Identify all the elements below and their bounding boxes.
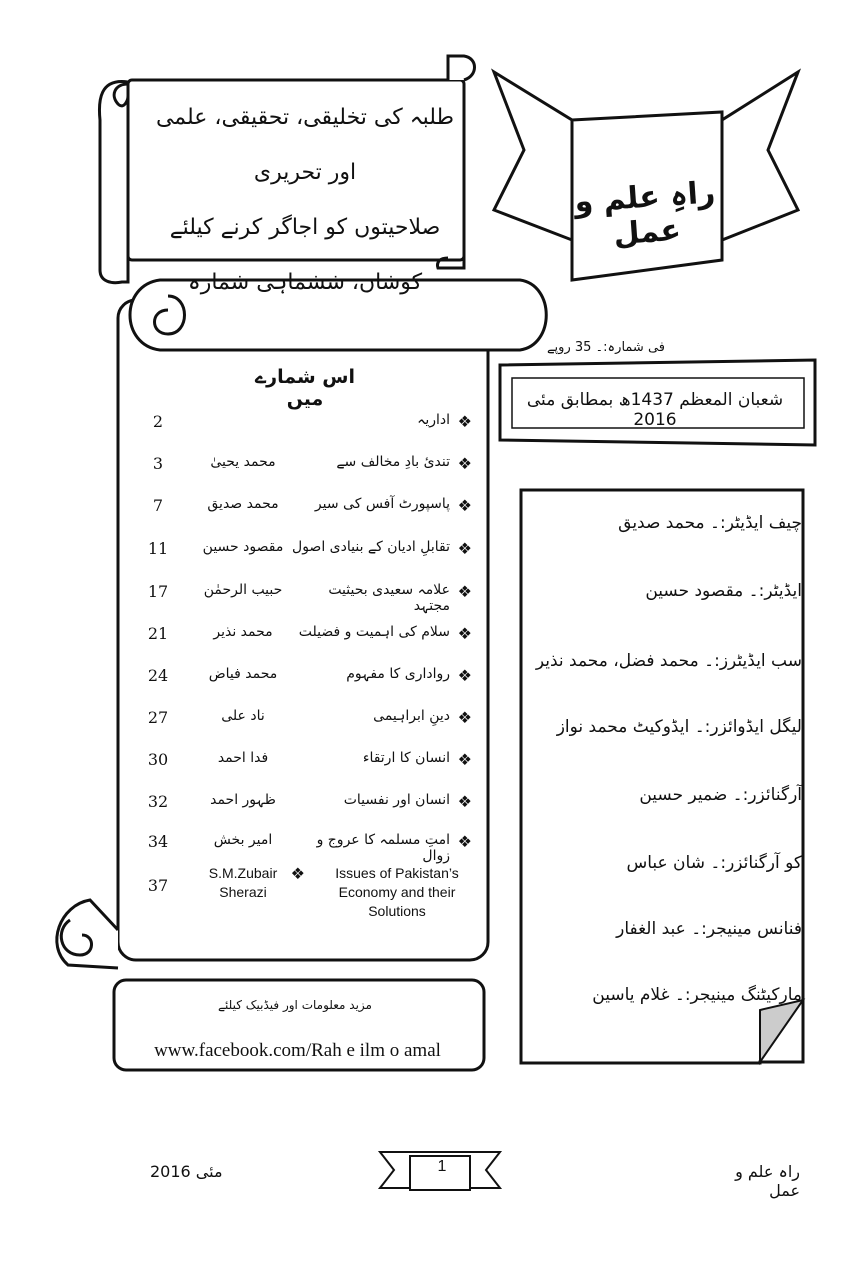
article-page: 11 <box>147 539 169 558</box>
staff-marketing-manager: مارکیٹنگ مینیجر:۔ غلام یاسین <box>592 985 802 1005</box>
staff-editor: ایڈیٹر:۔ مقصود حسین <box>645 581 802 601</box>
staff-chief-editor: چیف ایڈیٹر:۔ محمد صدیق <box>618 513 802 533</box>
tagline <box>150 90 460 295</box>
footer-magazine-name: راہ علم و عمل <box>735 1162 800 1200</box>
diamond-bullet-icon: ❖ <box>290 864 305 883</box>
list-item <box>140 535 480 569</box>
article-author: محمد یحییٰ <box>210 454 276 470</box>
tagline-line3: کوشاں، ششماہی شمارہ <box>187 270 423 295</box>
article-page: 32 <box>147 792 169 811</box>
diamond-bullet-icon: ❖ <box>457 539 472 558</box>
article-author: امیر بخش <box>213 832 273 848</box>
list-item <box>140 450 480 484</box>
list-item <box>140 864 480 928</box>
facebook-link[interactable]: www.facebook.com/Rah e ilm o amal <box>154 1040 441 1061</box>
diamond-bullet-icon: ❖ <box>457 750 472 769</box>
contents-heading: اس شمارے میں <box>255 366 355 410</box>
article-title: امتِ مسلمہ کا عروج و زوال <box>316 832 450 864</box>
diamond-bullet-icon: ❖ <box>457 454 472 473</box>
list-item <box>140 704 480 738</box>
article-page: 34 <box>147 832 169 851</box>
article-title: انسان اور نفسیات <box>343 792 450 808</box>
magazine-title: راہِ علم و عمل <box>573 175 717 253</box>
article-author: محمد صدیق <box>207 496 279 512</box>
article-title: اداریہ <box>417 412 450 428</box>
article-page: 21 <box>147 624 169 643</box>
article-title: تقابلِ ادیان کے بنیادی اصول <box>292 539 450 555</box>
article-page: 27 <box>147 708 169 727</box>
staff-co-organizer: کو آرگنائزر:۔ شان عباس <box>626 853 802 873</box>
diamond-bullet-icon: ❖ <box>457 496 472 515</box>
list-item <box>140 620 480 654</box>
tagline-line1: طلبہ کی تخلیقی، تحقیقی، علمی اور تحریری <box>155 105 455 185</box>
diamond-bullet-icon: ❖ <box>457 582 472 601</box>
article-title: رواداری کا مفہوم <box>346 666 450 682</box>
diamond-bullet-icon: ❖ <box>457 792 472 811</box>
article-author: ظہور احمد <box>210 792 276 808</box>
article-page: 2 <box>152 412 164 431</box>
article-author: فدا احمد <box>217 750 269 766</box>
list-item <box>140 662 480 696</box>
article-page: 7 <box>152 496 164 515</box>
issue-date: شعبان المعظم 1437ھ بمطابق مئی 2016 <box>526 390 784 430</box>
article-page: 37 <box>147 876 169 895</box>
staff-sub-editors: سب ایڈیٹرز:۔ محمد فضل، محمد نذیر <box>535 651 802 671</box>
article-author: S.M.Zubair Sherazi <box>208 865 278 900</box>
tagline-line2: صلاحیتوں کو اجاگر کرنے کیلئے <box>169 215 441 240</box>
article-page: 17 <box>147 582 169 601</box>
article-title: Issues of Pakistan’s Economy and their Solutions <box>335 865 459 919</box>
list-item <box>140 408 480 442</box>
price-label: فی شمارہ:۔ 35 روپے <box>546 340 665 355</box>
article-page: 30 <box>147 750 169 769</box>
staff-organizer: آرگنائزر:۔ ضمیر حسین <box>639 785 802 805</box>
article-title: تندیٔ بادِ مخالف سے <box>336 454 450 470</box>
article-title: علامہ سعیدی بحیثیت مجتہد <box>328 582 450 614</box>
list-item <box>140 788 480 822</box>
article-page: 24 <box>147 666 169 685</box>
list-item <box>140 746 480 780</box>
article-page: 3 <box>152 454 164 473</box>
article-title: انسان کا ارتقاء <box>362 750 450 766</box>
article-title: دینِ ابراہیمی <box>373 708 450 724</box>
article-title: پاسپورٹ آفس کی سیر <box>314 496 450 512</box>
diamond-bullet-icon: ❖ <box>457 412 472 431</box>
diamond-bullet-icon: ❖ <box>457 832 472 851</box>
article-author: حبیب الرحمٰن <box>203 582 283 598</box>
staff-legal-advisor: لیگل ایڈوائزر:۔ ایڈوکیٹ محمد نواز <box>556 717 802 737</box>
diamond-bullet-icon: ❖ <box>457 708 472 727</box>
footer-date: مئی 2016 <box>150 1162 223 1181</box>
article-author: محمد فیاض <box>208 666 278 682</box>
diamond-bullet-icon: ❖ <box>457 624 472 643</box>
list-item <box>140 828 480 862</box>
list-item <box>140 578 480 612</box>
feedback-label: مزید معلومات اور فیڈبیک کیلئے <box>218 998 372 1012</box>
page-number: 1 <box>437 1158 447 1175</box>
article-author: محمد نذیر <box>213 624 273 640</box>
article-title: سلام کی اہمیت و فضیلت <box>298 624 450 640</box>
list-item <box>140 492 480 526</box>
article-author: ناد علی <box>221 708 265 724</box>
diamond-bullet-icon: ❖ <box>457 666 472 685</box>
staff-finance-manager: فنانس مینیجر:۔ عبد الغفار <box>616 919 802 939</box>
article-author: مقصود حسین <box>202 539 284 555</box>
